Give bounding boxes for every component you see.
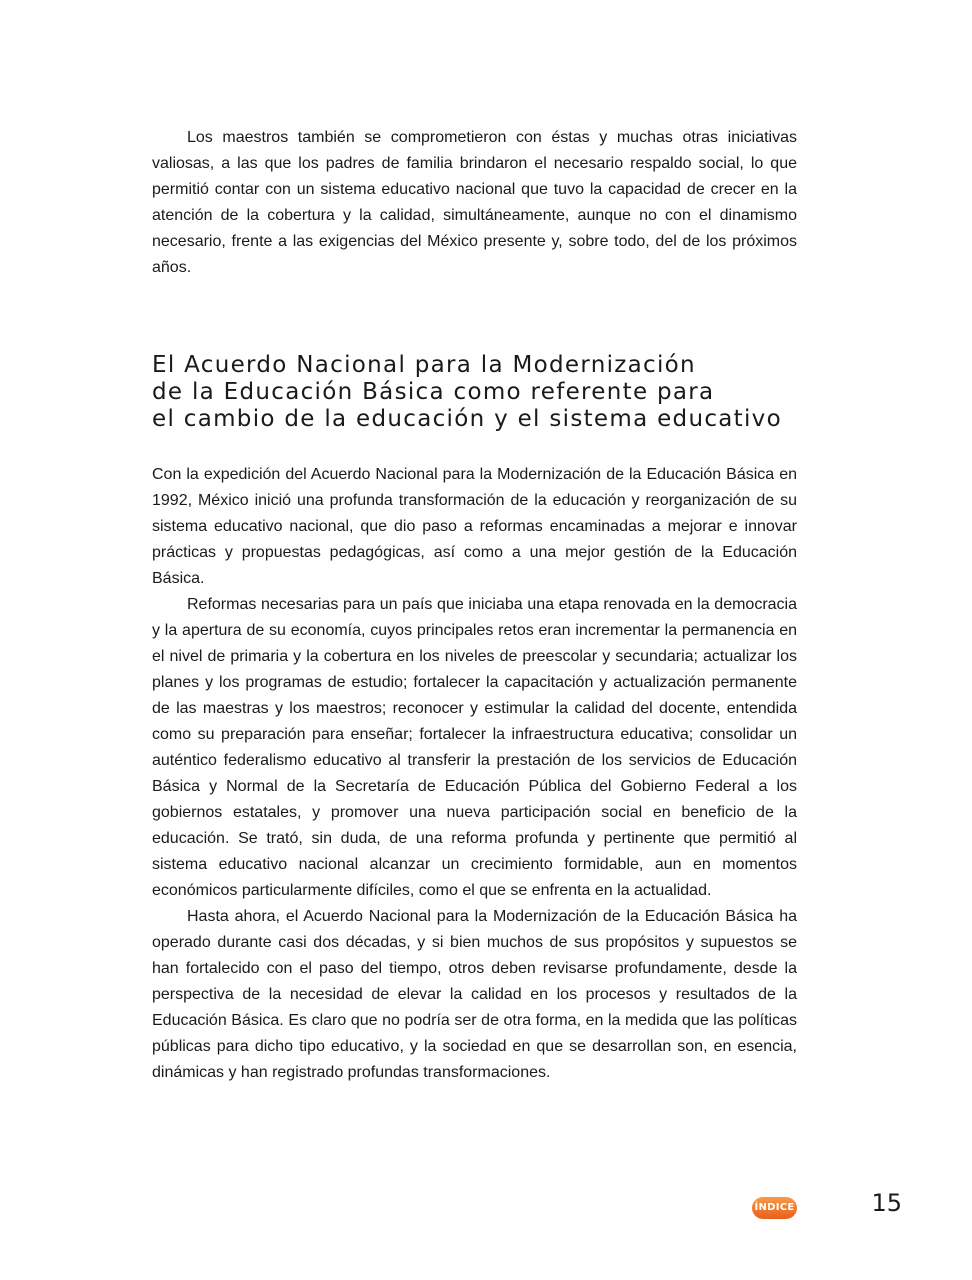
- body-paragraph-1: Con la expedición del Acuerdo Nacional para la Modernización de la Educación Básica en 1992, México inició una profunda transformación de la educación y reorganización de su sistema educativo nacional, que dio paso a reformas encaminadas a mejorar e innovar prácticas y propuestas pedagógicas, así como a una mejor gestión de la Educación Básica.: [152, 466, 797, 587]
- body-paragraph-2: Reformas necesarias para un país que iniciaba una etapa renovada en la democracia y la apertura de su economía, cuyos principales retos eran incrementar la permanencia en el nivel de primaria y la cobertura en los niveles de preescolar y secundaria; actualizar los planes y los programas de estudio; fortalecer la capacitación y actualización permanente de las maestras y los maestros; reconocer y estimular la calidad del docente, entendida como su preparación para enseñar; fortalecer la infraestructura educativa; consolidar un auténtico federalismo educativo al transferir la prestación de los servicios de Educación Básica y Normal de la Secretaría de Educación Pública del Gobierno Federal a los gobiernos estatales, y promover una nueva participación social en beneficio de la educación. Se trató, sin duda, de una reforma profunda y pertinente que permitió al sistema educativo nacional alcanzar un crecimiento formidable, aun en momentos económicos particularmente difíciles, como el que se enfrenta en la actualidad.: [152, 596, 797, 899]
- section-body: [152, 462, 797, 1086]
- intro-paragraph: Los maestros también se comprometieron con éstas y muchas otras iniciativas valiosas, a las que los padres de familia brindaron el necesario respaldo social, lo que permitió contar con un sistema educativo nacional que tuvo la capacidad de crecer en la atención de la cobertura y la calidad, simultáneamente, aunque no con el dinamismo necesario, frente a las exigencias del México presente y, sobre todo, del de los próximos años.: [152, 129, 797, 276]
- section-heading-line-1: El Acuerdo Nacional para la Modernización: [152, 352, 696, 378]
- body-paragraph-3: Hasta ahora, el Acuerdo Nacional para la Modernización de la Educación Básica ha operado durante casi dos décadas, y si bien muchos de sus propósitos y supuestos se han fortalecido con el paso del tiempo, otros deben revisarse profundamente, desde la perspectiva de la necesidad de elevar la calidad en los procesos y resultados de la Educación Básica. Es claro que no podría ser de otra forma, en la medida que las políticas públicas para dicho tipo educativo, y la sociedad en que se desarrollan son, en esencia, dinámicas y han registrado profundas transformaciones.: [152, 908, 797, 1081]
- section-heading-line-3: el cambio de la educación y el sistema educativo: [152, 406, 782, 432]
- page-number: 15: [871, 1189, 902, 1217]
- indice-button[interactable]: ÍNDICE: [752, 1197, 797, 1219]
- intro-text: [152, 125, 797, 281]
- section-heading-line-2: de la Educación Básica como referente para: [152, 379, 715, 405]
- section-heading: [152, 352, 852, 433]
